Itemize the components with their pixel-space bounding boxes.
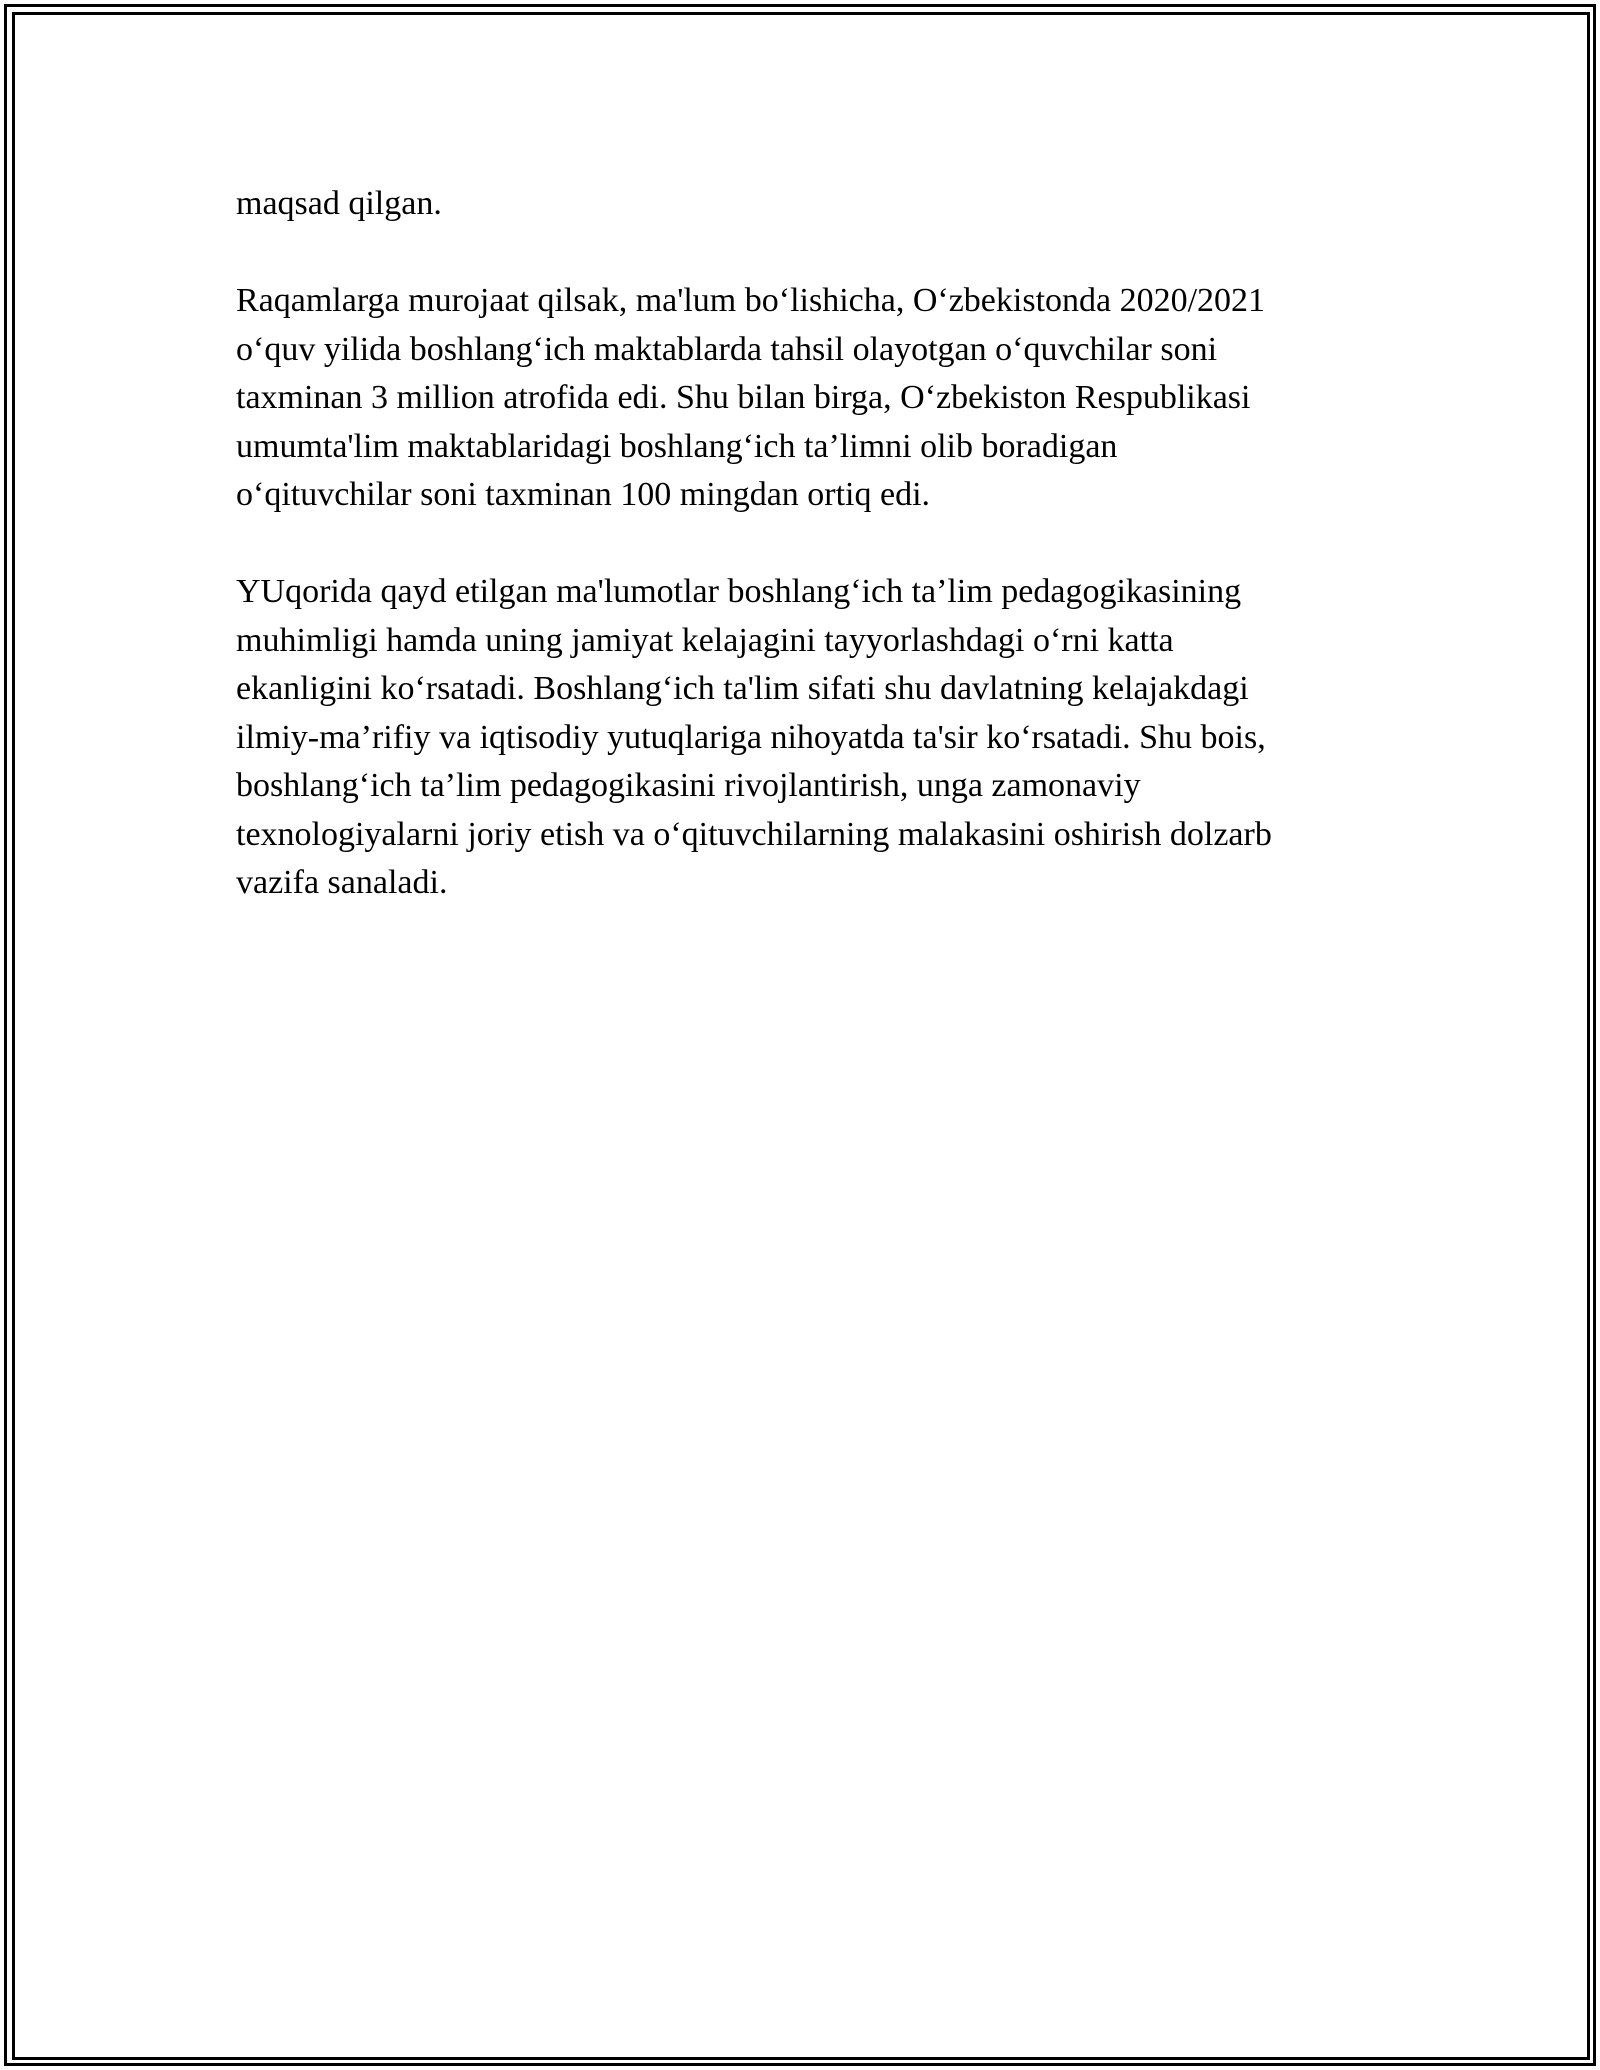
text-line: YUqorida qayd etilgan ma'lumotlar boshlang‘ich ta’lim pedagogikasining [236,573,1242,610]
text-line: vazifa sanaladi. [236,864,448,901]
text-line: ilmiy-ma’rifiy va iqtisodiy yutuqlariga nihoyatda ta'sir ko‘rsatadi. Shu bois, [236,718,1266,756]
text-line: maqsad qilgan. [236,185,442,222]
document-body [236,180,1386,956]
text-line: umumta'lim maktablaridagi boshlang‘ich ta’limni olib boradigan [236,427,1118,465]
text-line: o‘qituvchilar soni taxminan 100 mingdan ortiq edi. [236,476,931,513]
text-line: taxminan 3 million atrofida edi. Shu bilan birga, O‘zbekiston Respublikasi [236,379,1251,416]
paragraph-3 [236,568,1386,908]
text-line: Raqamlarga murojaat qilsak, ma'lum bo‘lishicha, O‘zbekistonda 2020/2021 [236,282,1266,319]
text-line: boshlang‘ich ta’lim pedagogikasini rivojlantirish, unga zamonaviy [236,767,1141,804]
text-line: ekanligini ko‘rsatadi. Boshlang‘ich ta'lim sifati shu davlatning kelajakdagi [236,670,1249,707]
text-line: texnologiyalarni joriy etish va o‘qituvchilarning malakasini oshirish dolzarb [236,815,1272,853]
paragraph-1 [236,180,1386,229]
text-line: muhimligi hamda uning jamiyat kelajagini tayyorlashdagi o‘rni katta [236,621,1174,659]
paragraph-2 [236,277,1386,520]
text-line: o‘quv yilida boshlang‘ich maktablarda tahsil olayotgan o‘quvchilar soni [236,330,1218,368]
